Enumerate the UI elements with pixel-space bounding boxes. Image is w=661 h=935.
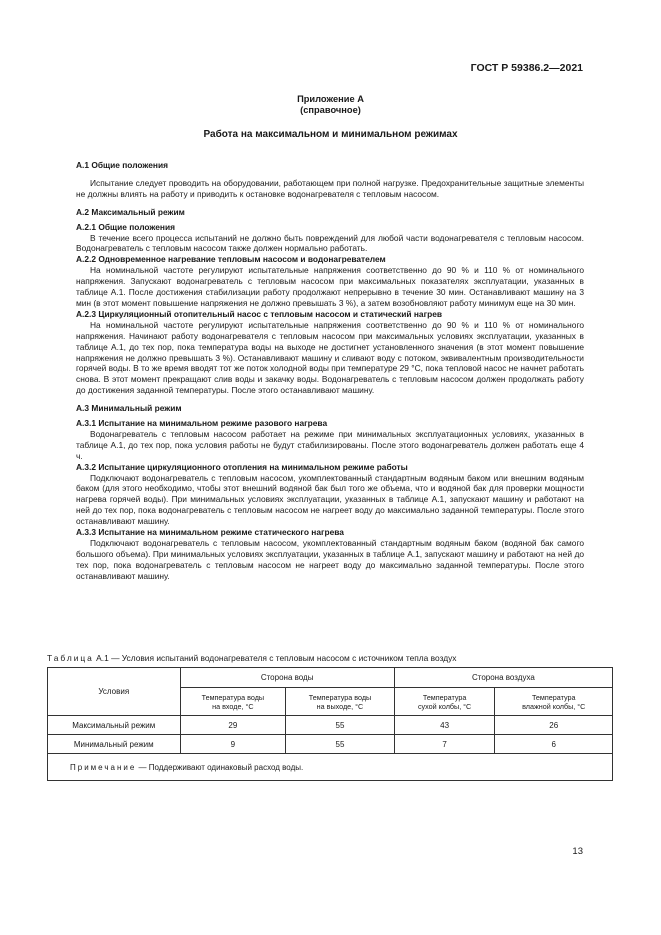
paragraph-a1: Испытание следует проводить на оборудовании, работающем при полной нагрузке. Предохранительные защитные элементы не должны влиять на работу и приводить к остановке водонагревателя с тепловым насосом. bbox=[76, 177, 584, 199]
heading-a22: А.2.2 Одновременное нагревание тепловым насосом и водонагревателем bbox=[76, 254, 386, 265]
header-water-inlet: Температура воды на входе, °С bbox=[180, 688, 286, 716]
cell-water-inlet: 9 bbox=[180, 735, 286, 754]
cell-wet-bulb: 6 bbox=[495, 735, 613, 754]
table-row bbox=[48, 716, 613, 735]
paragraph-a22: На номинальной частоте регулируют испытательные напряжения соответственно до 90 % и 110 % от номинального напряжения. Запускают водонагреватель с тепловым насосом при максимальных показателях эксплуатации, указанных в таблице А.1. После достижения стабилизации работу продолжают непрерывно в течение 30 мин. Останавливают машину на 3 мин (в этот момент повышение напряжения не должно превышать 3 %), а затем возобновляют работу минимум еще на 30 мин. bbox=[76, 265, 584, 308]
cell-water-outlet: 55 bbox=[286, 735, 395, 754]
note-label: Примечание bbox=[70, 762, 137, 772]
note-text: — Поддерживают одинаковый расход воды. bbox=[136, 762, 304, 772]
header-dry-bulb: Температура сухой колбы, °С bbox=[394, 688, 495, 716]
paragraph-a33: Подключают водонагреватель с тепловым насосом, укомплектованный стандартным водяным баком (водяной бак самого большого объема). При минимальных условиях эксплуатации, указанных в таблице А.1, запускают машину и работают на ней до тех пор, пока водонагреватель с тепловым насосом не нагреет воду до максимально заданной температуры. После этого останавливают машину. bbox=[76, 538, 584, 581]
header-conditions: Условия bbox=[48, 668, 181, 716]
document-body bbox=[76, 160, 584, 582]
heading-a1: А.1 Общие положения bbox=[76, 160, 169, 170]
cell-dry-bulb: 7 bbox=[394, 735, 495, 754]
row-label: Максимальный режим bbox=[48, 716, 181, 735]
row-label: Минимальный режим bbox=[48, 735, 181, 754]
page-number: 13 bbox=[572, 846, 583, 857]
header-air-side: Сторона воздуха bbox=[394, 668, 612, 688]
cell-wet-bulb: 26 bbox=[495, 716, 613, 735]
heading-a21: А.2.1 Общие положения bbox=[76, 221, 175, 232]
paragraph-a31: Водонагреватель с тепловым насосом работает на режиме при минимальных эксплуатационных условиях, указанных в таблице А.1, до тех пор, пока условия работы не будут стабилизированы. После этого водонагреватель должен работать еще 4 ч. bbox=[76, 428, 584, 461]
cell-water-outlet: 55 bbox=[286, 716, 395, 735]
appendix-subtitle: (справочное) bbox=[300, 105, 361, 115]
heading-a23: А.2.3 Циркуляционный отопительный насос с тепловым насосом и статический нагрев bbox=[76, 308, 442, 319]
table-row bbox=[48, 735, 613, 754]
table-caption-text: А.1 — Условия испытаний водонагревателя с тепловым насосом с источником тепла воздух bbox=[93, 653, 457, 663]
heading-a33: А.3.3 Испытание на минимальном режиме статического нагрева bbox=[76, 527, 344, 538]
header-water-side: Сторона воды bbox=[180, 668, 394, 688]
appendix-title: Приложение А bbox=[297, 94, 364, 104]
paragraph-a23: На номинальной частоте регулируют испытательные напряжения соответственно до 90 % и 110 % от номинального напряжения. Начинают работу водонагревателя с тепловым насосом при максимальных условиях эксплуатации, указанных в таблице А.1, до тех пор, пока температура воды на выходе не достигнет установленного значения (в этот момент повышение напряжения не должно превышать 3 %). Останавливают машину и сливают воду с потоком, эквивалентным производительности горячей воды. В то же время вводят тот же поток холодной воды при температуре 29 °С, пока тепловой насос не начнет работать снова. В этот момент прекращают слив воды и закачку воды. Водонагреватель с тепловым насосом должен продолжать работу до достижения заданной температуры. После этого останавливают машину. bbox=[76, 319, 584, 396]
conditions-table bbox=[47, 667, 613, 781]
header-wet-bulb: Температура влажной колбы, °С bbox=[495, 688, 613, 716]
table-caption-label: Таблица bbox=[47, 653, 94, 663]
heading-a3: А.3 Минимальный режим bbox=[76, 403, 182, 414]
header-water-outlet: Температура воды на выходе, °С bbox=[286, 688, 395, 716]
paragraph-a21: В течение всего процесса испытаний не должно быть повреждений для любой части водонагревателя с тепловым насосом. Водонагреватель с тепловым насосом также должен нормально работать. bbox=[76, 232, 584, 254]
paragraph-a32: Подключают водонагреватель с тепловым насосом, укомплектованный стандартным водяным баком или внешним водяным баком (для этого необходимо, чтобы этот внешний водяной бак был того же объема, что и водяной бак для проверки мощности нагрева горячей воды). При минимальных условиях эксплуатации, указанных в таблице А.1, запускают машину и работают на ней до тех пор, пока водонагреватель с тепловым насосом не нагреет воду до максимально заданной температуры. После этого останавливают машину. bbox=[76, 472, 584, 527]
cell-water-inlet: 29 bbox=[180, 716, 286, 735]
standard-number: ГОСТ Р 59386.2—2021 bbox=[470, 62, 583, 74]
heading-a2: А.2 Максимальный режим bbox=[76, 206, 185, 217]
section-title: Работа на максимальном и минимальном режимах bbox=[203, 129, 458, 140]
heading-a31: А.3.1 Испытание на минимальном режиме разового нагрева bbox=[76, 418, 328, 429]
cell-dry-bulb: 43 bbox=[394, 716, 495, 735]
heading-a32: А.3.2 Испытание циркуляционного отопления на минимальном режиме работы bbox=[76, 461, 408, 472]
table-note bbox=[48, 754, 613, 781]
table-caption bbox=[47, 653, 457, 663]
